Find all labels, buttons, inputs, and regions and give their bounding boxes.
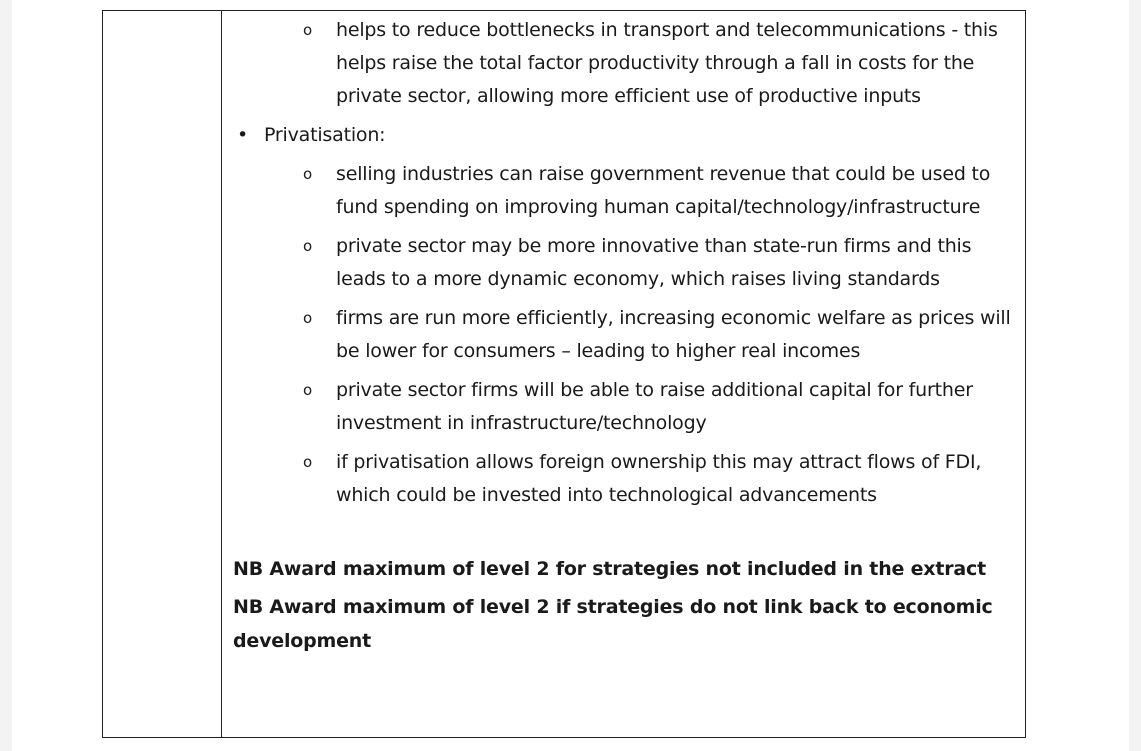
- list-item: [233, 14, 1016, 113]
- examiner-note: NB Award maximum of level 2 for strategies not included in the extract: [233, 558, 986, 580]
- hollow-bullet-icon: o: [303, 381, 312, 399]
- list-item-text: private sector may be more innovative than state-run firms and this leads to a more dynamic economy, which raises living standards: [336, 235, 972, 290]
- hollow-bullet-icon: o: [303, 237, 312, 255]
- hollow-bullet-icon: o: [303, 309, 312, 327]
- hollow-bullet-icon: o: [303, 453, 312, 471]
- list-item: [233, 302, 1016, 368]
- list-item-text: selling industries can raise government revenue that could be used to fund spending on improving human capital/technology/infrastructure: [336, 163, 991, 218]
- list-item-text: if privatisation allows foreign ownership this may attract flows of FDI, which could be invested into technological advancements: [336, 451, 982, 506]
- bullet-icon: •: [237, 124, 249, 146]
- list-item: [233, 230, 1016, 296]
- list-item: [233, 446, 1021, 512]
- list-item-text: helps to reduce bottlenecks in transport and telecommunications - this helps raise the total factor productivity through a fall in costs for the private sector, allowing more efficient use of productive inputs: [336, 19, 998, 107]
- list-item: [233, 374, 1016, 440]
- examiner-note: NB Award maximum of level 2 if strategies do not link back to economic development: [233, 596, 993, 652]
- table-column-divider: [221, 10, 222, 738]
- table-content-cell: [233, 14, 1023, 658]
- list-item-text: private sector firms will be able to raise additional capital for further investment in infrastructure/technology: [336, 379, 973, 434]
- list-item: [233, 119, 1023, 152]
- spacer: [233, 518, 1023, 552]
- list-item: [233, 158, 1006, 224]
- list-item-text: firms are run more efficiently, increasing economic welfare as prices will be lower for consumers – leading to higher real incomes: [336, 307, 1011, 362]
- hollow-bullet-icon: o: [303, 165, 312, 183]
- list-item-heading: Privatisation:: [264, 124, 386, 146]
- hollow-bullet-icon: o: [303, 21, 312, 39]
